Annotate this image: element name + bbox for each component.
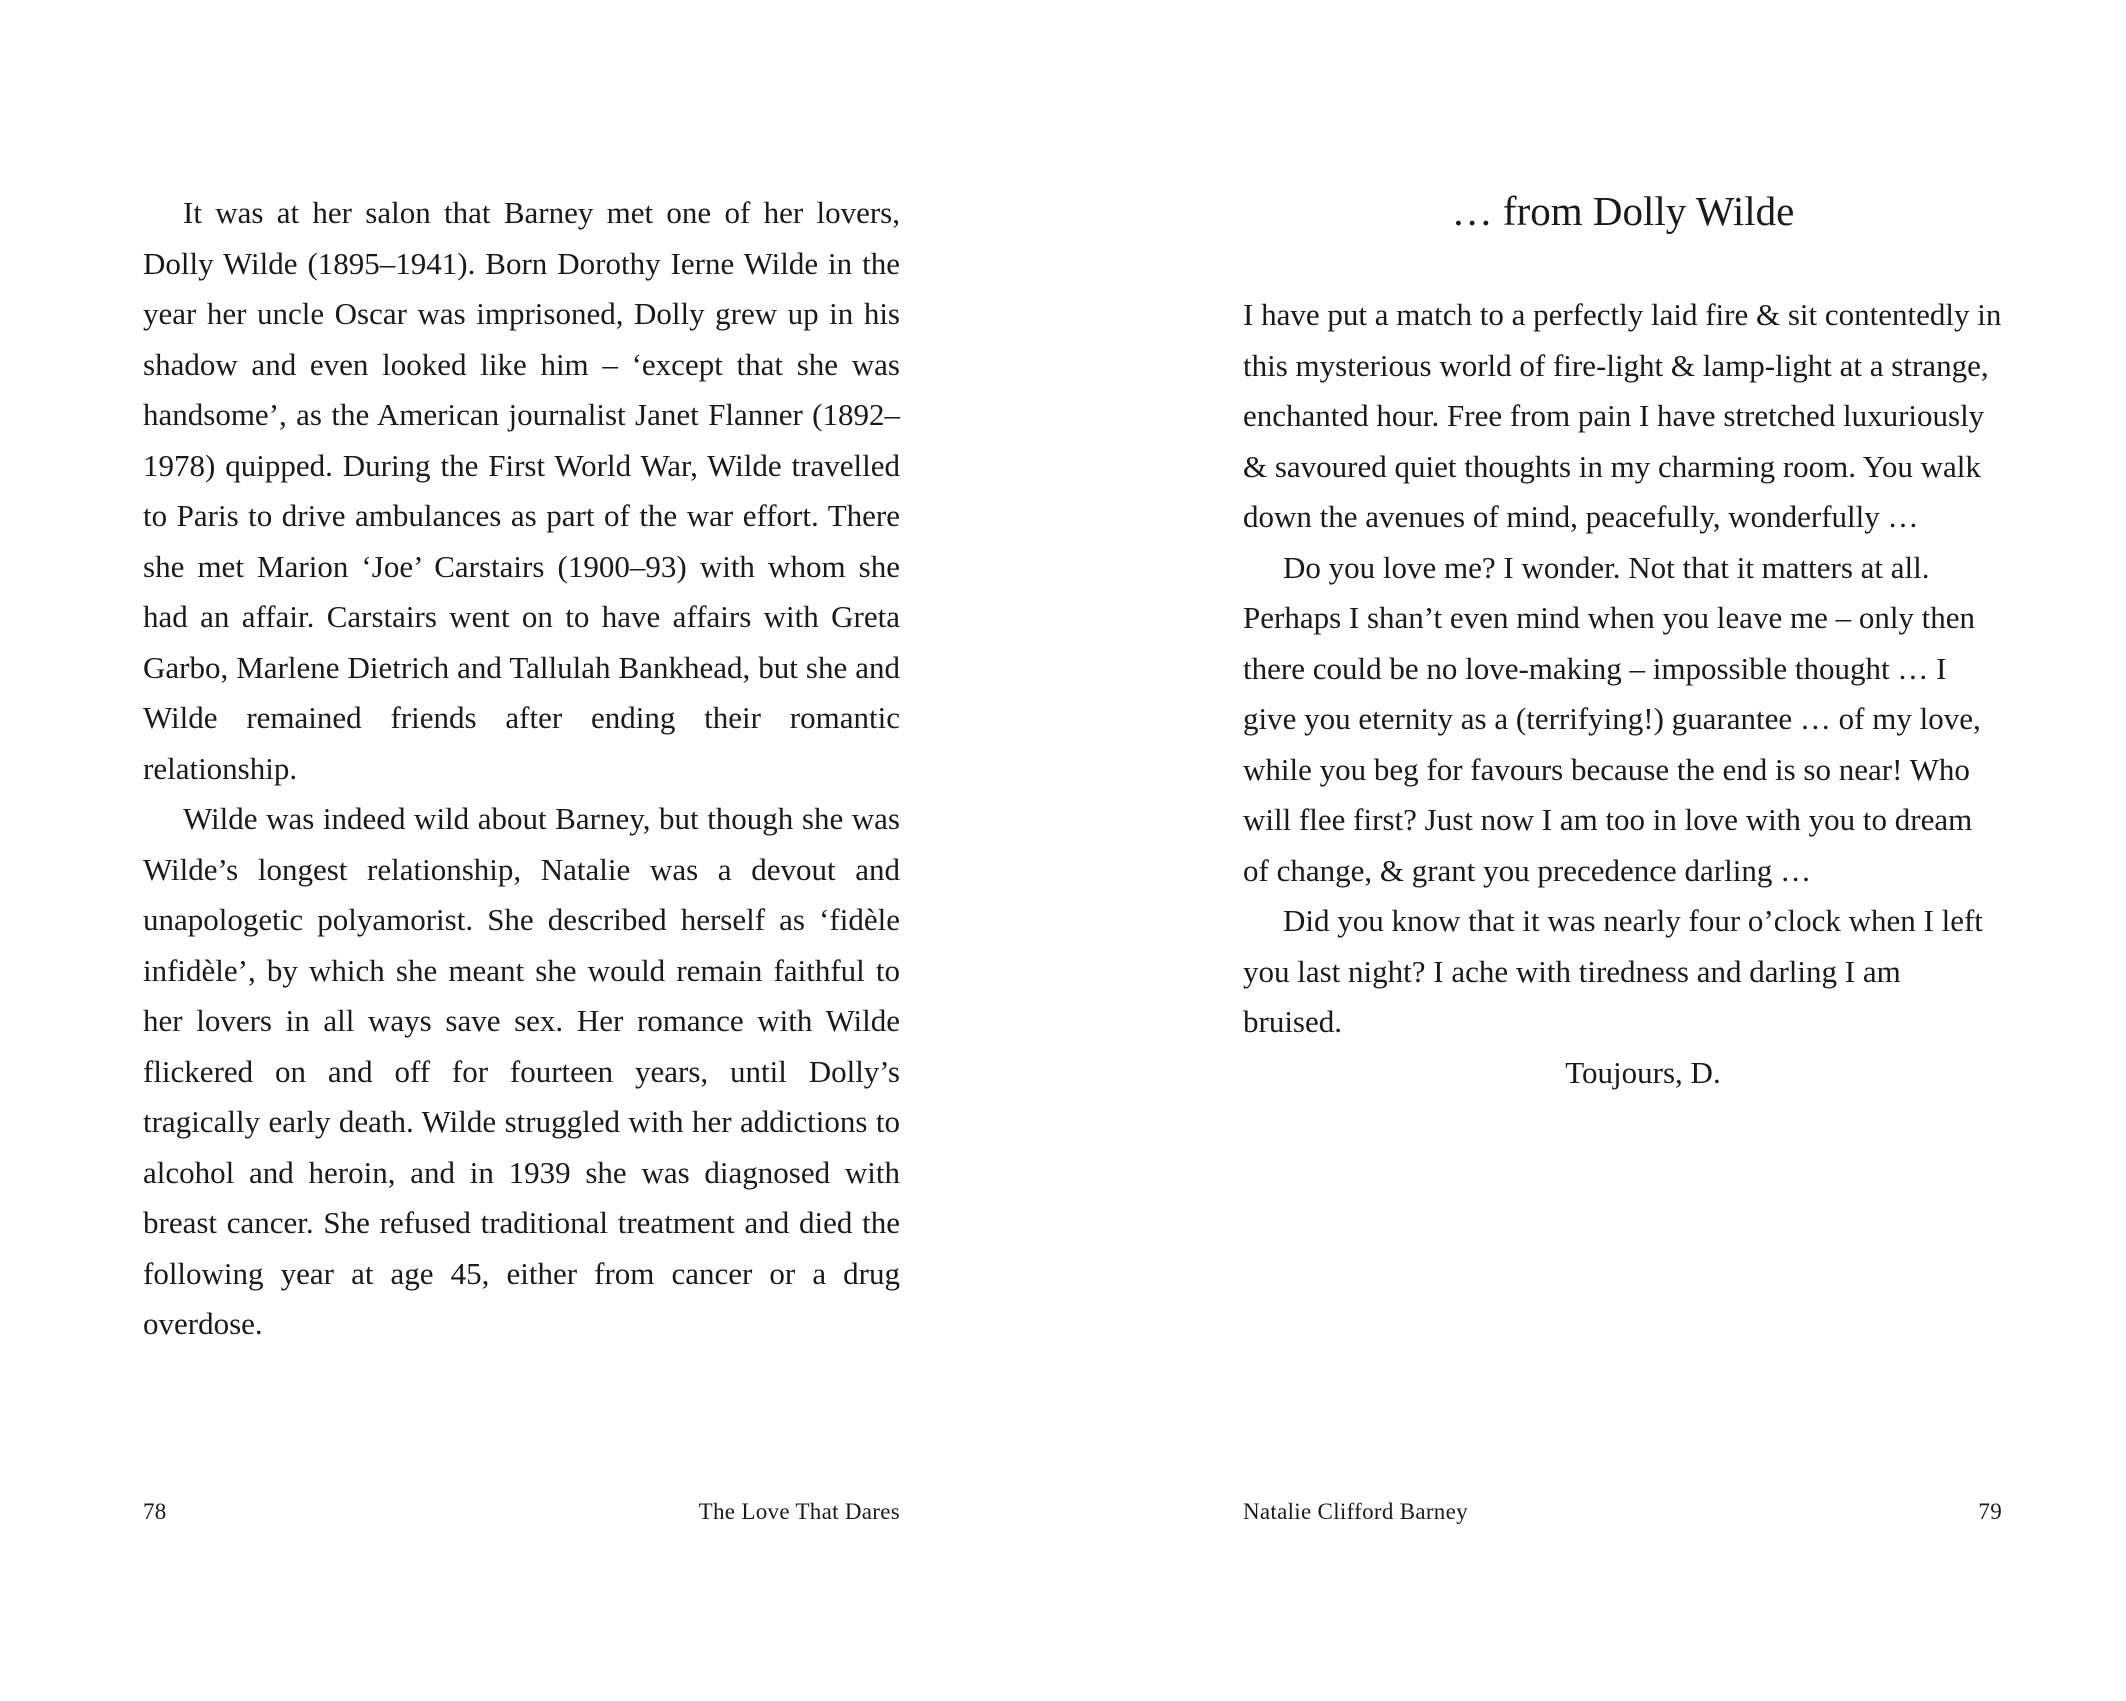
letter-paragraph: Did you know that it was nearly four o’clock when I left you last night? I ache with tiredness and darling I am bruised. <box>1243 903 1983 1039</box>
running-title: Natalie Clifford Barney <box>1243 1499 1468 1524</box>
letter-signoff: Toujours, D. <box>1565 1054 1721 1090</box>
letter-paragraph: Do you love me? I wonder. Not that it matters at all. Perhaps I shan’t even mind when you leave me – only then there could be no love-making – impossible thought … I give you eternity as a (terrifying!) guarantee … of my love, while you beg for favours because the end is so near! Who will flee first? Just now I am too in love with you to dream of change, & grant you precedence darling … <box>1243 549 1981 888</box>
page-number: 78 <box>143 1499 167 1524</box>
right-page <box>1063 0 2126 1701</box>
page-number: 79 <box>1978 1499 2002 1524</box>
left-page-body <box>143 188 900 1350</box>
letter-paragraph: I have put a match to a perfectly laid fire & sit contentedly in this mysterious world of fire-light & lamp-light at a strange, enchanted hour. Free from pain I have stretched luxuriously & savoured quiet thoughts in my charming room. You walk down the avenues of mind, peacefully, wonderfully … <box>1243 297 2002 534</box>
body-paragraph: Wilde was indeed wild about Barney, but though she was Wilde’s longest relationship, Natalie was a devout and unapologetic polyamorist. She described herself as ‘fidèle infidèle’, by which she meant she would remain faithful to her lovers in all ways save sex. Her romance with Wilde flickered on and off for fourteen years, until Dolly’s tragically early death. Wilde struggled with her addictions to alcohol and heroin, and in 1939 she was diagnosed with breast cancer. She refused traditional treatment and died the following year at age 45, either from cancer or a drug overdose. <box>143 801 900 1341</box>
body-paragraph: It was at her salon that Barney met one of her lovers, Dolly Wilde (1895–1941). Born Dorothy Ierne Wilde in the year her uncle Oscar was imprisoned, Dolly grew up in his shadow and even looked like him – ‘except that she was handsome’, as the American journalist Janet Flanner (1892–1978) quipped. During the First World War, Wilde travelled to Paris to drive ambulances as part of the war effort. There she met Marion ‘Joe’ Carstairs (1900–93) with whom she had an affair. Carstairs went on to have affairs with Greta Garbo, Marlene Dietrich and Tallulah Bankhead, but she and Wilde remained friends after ending their romantic relationship. <box>143 195 900 786</box>
running-title: The Love That Dares <box>698 1499 900 1524</box>
letter-title: … from Dolly Wilde <box>1451 188 1795 234</box>
letter-body <box>1243 290 2003 1098</box>
